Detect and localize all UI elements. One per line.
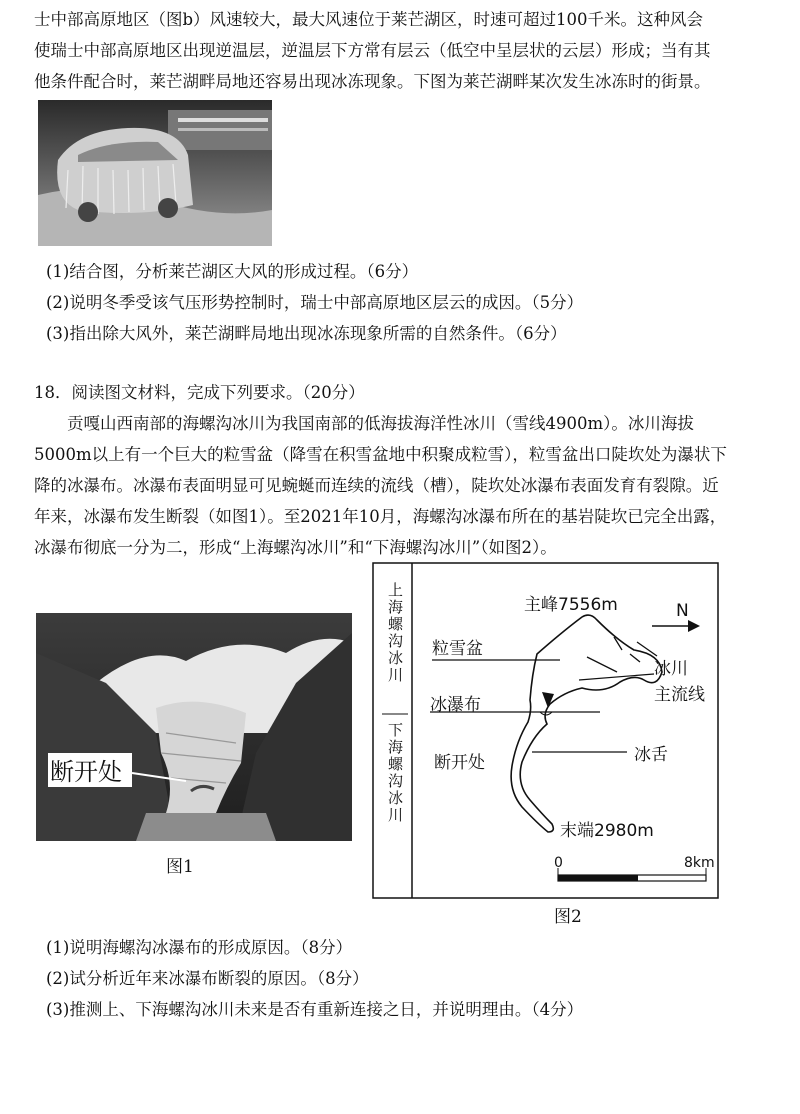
icefall-photo bbox=[36, 613, 352, 841]
firn-basin-label: 粒雪盆 bbox=[432, 639, 483, 659]
icefall-label: 冰瀑布 bbox=[430, 695, 481, 715]
main-flow-label-1: 冰川 bbox=[654, 659, 688, 679]
upper-glacier-label: 上海螺沟冰川 bbox=[386, 582, 404, 684]
q17-question-2: (2)说明冬季受该气压形势控制时，瑞士中部高原地区层云的成因。（5分） bbox=[46, 293, 584, 312]
q18-question-1: (1)说明海螺沟冰瀑布的形成原因。（8分） bbox=[46, 938, 353, 957]
q18-question-2: (2)试分析近年来冰瀑布断裂的原因。（8分） bbox=[46, 969, 369, 988]
break-point-map-label: 断开处 bbox=[434, 753, 485, 773]
passage-line: 年来，冰瀑布发生断裂（如图1）。至2021年10月，海螺沟冰瀑布所在的基岩陡坎已完全出露， bbox=[34, 507, 727, 526]
main-flow-label-2: 主流线 bbox=[654, 685, 705, 705]
figure2-caption: 图2 bbox=[554, 907, 582, 927]
top-passage bbox=[34, 4, 764, 97]
glacier-map bbox=[372, 562, 719, 899]
peak-label: 主峰7556m bbox=[524, 595, 618, 615]
passage-line: 降的冰瀑布。冰瀑布表面明显可见蜿蜒而连续的流线（槽），陡坎处冰瀑布表面发育有裂隙。近 bbox=[34, 476, 719, 495]
q18-header: 18．阅读图文材料，完成下列要求。（20分） bbox=[34, 383, 365, 402]
q18-question-3: (3)推测上、下海螺沟冰川未来是否有重新连接之日，并说明理由。（4分） bbox=[46, 1000, 584, 1019]
passage-line: 士中部高原地区（图b）风速较大，最大风速位于莱芒湖区，时速可超过100千米。这种风会 bbox=[34, 10, 704, 29]
passage-line: 5000m以上有一个巨大的粒雪盆（降雪在积雪盆地中积聚成粒雪），粒雪盆出口陡坎处为瀑状下 bbox=[34, 445, 727, 464]
q17-question-3: (3)指出除大风外，莱芒湖畔局地出现冰冻现象所需的自然条件。（6分） bbox=[46, 324, 567, 343]
passage-line: 使瑞士中部高原地区出现逆温层，逆温层下方常有层云（低空中呈层状的云层）形成；当有其 bbox=[34, 41, 711, 60]
passage-line: 冰瀑布彻底一分为二，形成“上海螺沟冰川”和“下海螺沟冰川”（如图2）。 bbox=[34, 538, 557, 557]
q18-passage bbox=[34, 408, 764, 563]
passage-line: 他条件配合时，莱芒湖畔局地还容易出现冰冻现象。下图为莱芒湖畔某次发生冰冻时的街景。 bbox=[34, 72, 711, 91]
figure1-caption: 图1 bbox=[166, 857, 194, 877]
break-point-label: 断开处 bbox=[50, 758, 122, 786]
tongue-label: 冰舌 bbox=[634, 745, 668, 765]
terminus-label: 末端2980m bbox=[560, 821, 654, 841]
q17-question-1: (1)结合图，分析莱芒湖区大风的形成过程。（6分） bbox=[46, 262, 419, 281]
lower-glacier-label: 下海螺沟冰川 bbox=[386, 722, 404, 824]
scale-end: 8km bbox=[684, 855, 715, 871]
north-label: N bbox=[676, 601, 689, 621]
scale-start: 0 bbox=[554, 855, 563, 871]
frozen-car-photo bbox=[38, 100, 272, 246]
passage-line: 贡嘎山西南部的海螺沟冰川为我国南部的低海拔海洋性冰川（雪线4900m）。冰川海拔 bbox=[67, 414, 694, 433]
